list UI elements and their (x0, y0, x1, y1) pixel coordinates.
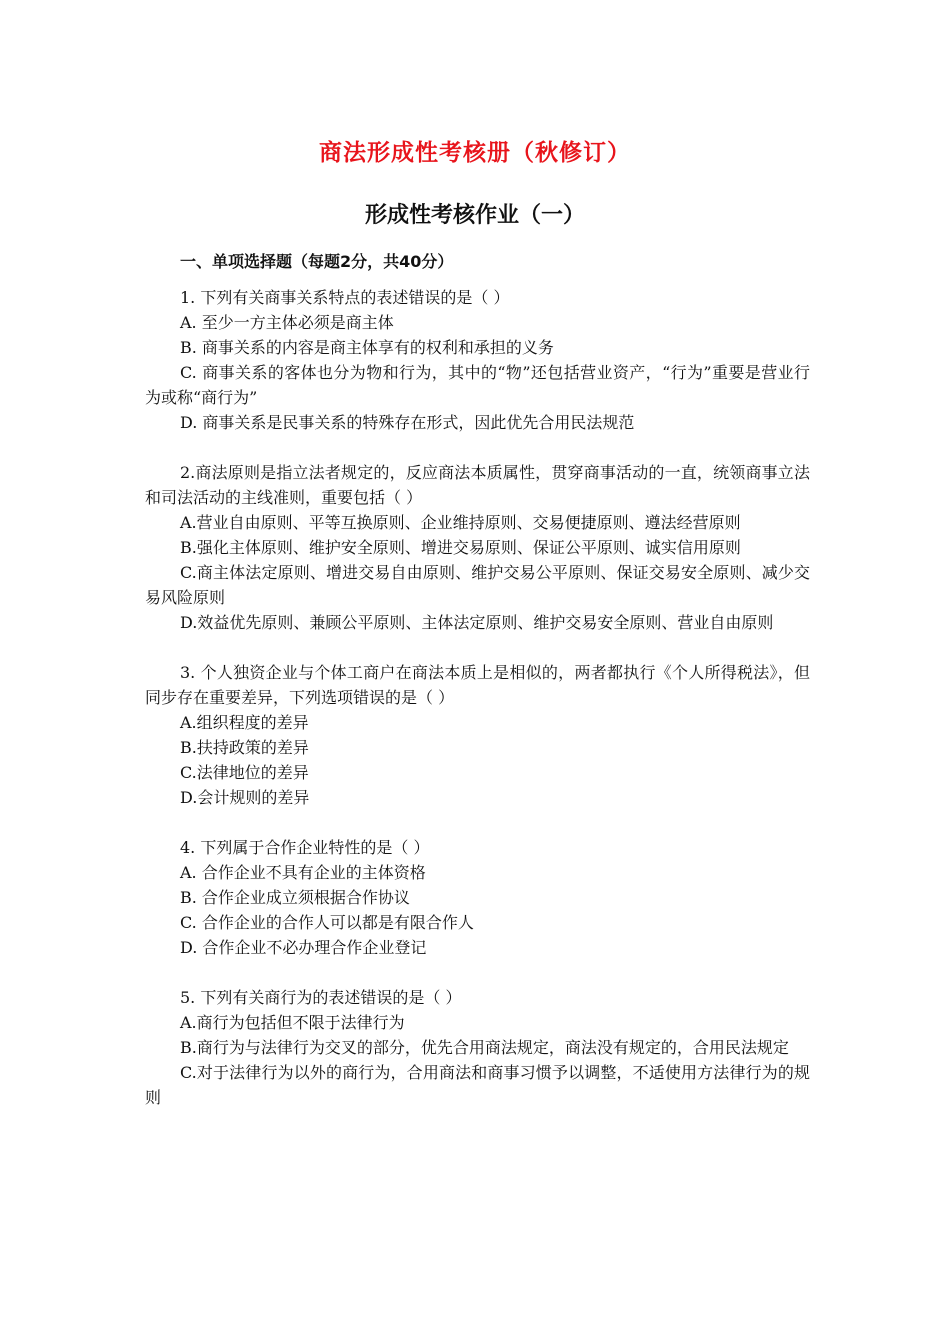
question-4 (145, 835, 810, 960)
option-a: A. 合作企业不具有企业的主体资格 (180, 863, 426, 882)
question-stem: 2.商法原则是指立法者规定的，反应商法本质属性，贯穿商事活动的一直，统领商事立法和司法活动的主线准则，重要包括（ ） (145, 463, 810, 507)
section-heading: 一、单项选择题（每题2分，共40分） (180, 252, 454, 271)
question-1 (145, 285, 810, 435)
option-c: C.商主体法定原则、增进交易自由原则、维护交易公平原则、保证交易安全原则、减少交易风险原则 (145, 563, 810, 607)
question-list (145, 285, 810, 1135)
option-b: B.商行为与法律行为交叉的部分，优先合用商法规定，商法没有规定的，合用民法规定 (180, 1038, 789, 1057)
option-c: C.法律地位的差异 (180, 763, 309, 782)
question-5 (145, 985, 810, 1110)
question-stem: 5. 下列有关商行为的表述错误的是（ ） (180, 988, 462, 1007)
question-3 (145, 660, 810, 810)
option-a: A.商行为包括但不限于法律行为 (180, 1013, 405, 1032)
question-stem: 1. 下列有关商事关系特点的表述错误的是（ ） (180, 288, 510, 307)
option-d: D. 商事关系是民事关系的特殊存在形式，因此优先合用民法规范 (180, 413, 635, 432)
option-c: C. 合作企业的合作人可以都是有限合作人 (180, 913, 474, 932)
option-a: A.组织程度的差异 (180, 713, 309, 732)
option-a: A.营业自由原则、平等互换原则、企业维持原则、交易便捷原则、遵法经营原则 (180, 513, 741, 532)
option-b: B. 商事关系的内容是商主体享有的权利和承担的义务 (180, 338, 554, 357)
question-stem: 3. 个人独资企业与个体工商户在商法本质上是相似的，两者都执行《个人所得税法》，但同步存在重要差异，下列选项错误的是（ ） (145, 663, 810, 707)
option-d: D.会计规则的差异 (180, 788, 310, 807)
option-b: B. 合作企业成立须根据合作协议 (180, 888, 410, 907)
option-a: A. 至少一方主体必须是商主体 (180, 313, 394, 332)
document-title: 商法形成性考核册（秋修订） (319, 140, 631, 166)
question-stem: 4. 下列属于合作企业特性的是（ ） (180, 838, 430, 857)
question-2 (145, 460, 810, 635)
option-b: B.强化主体原则、维护安全原则、增进交易原则、保证公平原则、诚实信用原则 (180, 538, 741, 557)
option-c: C.对于法律行为以外的商行为，合用商法和商事习惯予以调整，不适使用方法律行为的规则 (145, 1063, 810, 1107)
option-d: D.效益优先原则、兼顾公平原则、主体法定原则、维护交易安全原则、营业自由原则 (180, 613, 774, 632)
option-d: D. 合作企业不必办理合作企业登记 (180, 938, 427, 957)
assignment-title: 形成性考核作业（一） (364, 203, 585, 228)
option-c: C. 商事关系的客体也分为物和行为，其中的“物”还包括营业资产，“行为”重要是营业行为或称“商行为” (145, 363, 810, 407)
option-b: B.扶持政策的差异 (180, 738, 309, 757)
